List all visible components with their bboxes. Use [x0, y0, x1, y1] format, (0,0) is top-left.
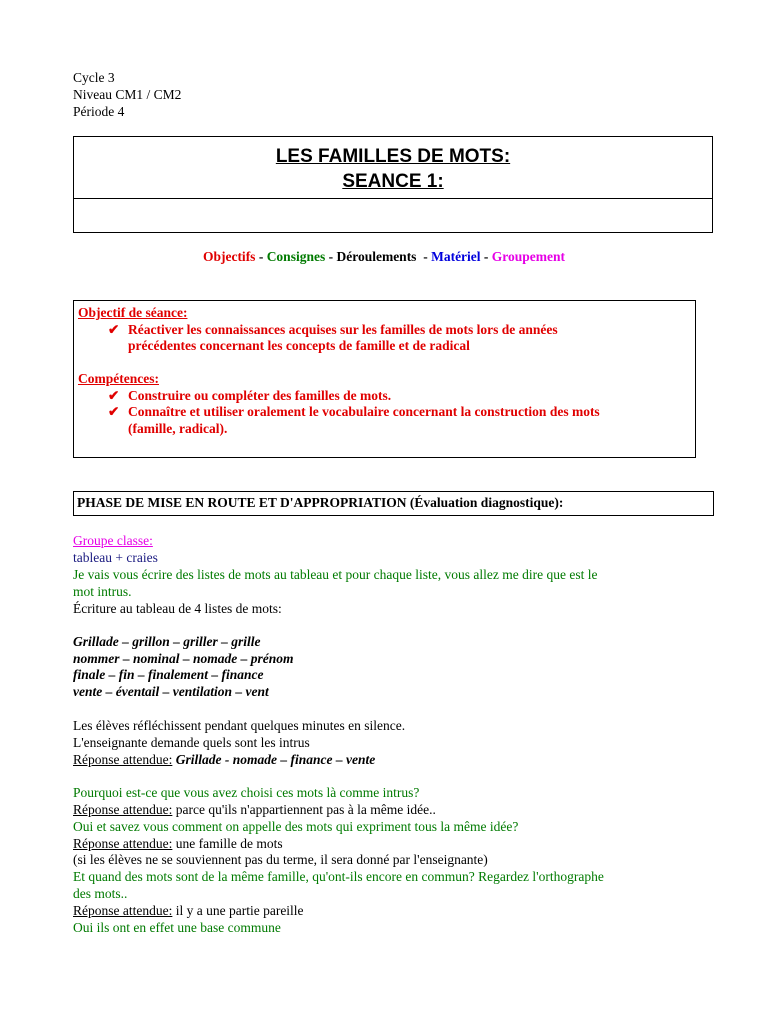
conclusion-text: Oui ils ont en effet une base commune [73, 920, 281, 935]
reponse-label: Réponse attendue: [73, 903, 173, 918]
reponse-label: Réponse attendue: [73, 802, 173, 817]
note-3: (si les élèves ne se souviennent pas du terme, il sera donné par l'enseignante) [73, 852, 488, 867]
reponse-2 [73, 801, 436, 818]
reponse-1-text: Grillade - nomade – finance – vente [175, 752, 376, 767]
checkmark-icon: ✔ [108, 321, 120, 337]
reponse-3-text: une famille de mots [172, 836, 283, 851]
reponse-1 [73, 751, 375, 768]
word-list-4: vente – éventail – ventilation – vent [73, 684, 269, 699]
objectif-item-cont [78, 338, 695, 355]
checkmark-icon: ✔ [108, 404, 120, 419]
seance-title: SEANCE 1: [342, 171, 444, 192]
question-3: Oui et savez vous comment on appelle des mots qui expriment tous la même idée? [73, 819, 519, 834]
competences-heading: Compétences: [78, 371, 159, 386]
question-2: Pourquoi est-ce que vous avez choisi ces mots là comme intrus? [73, 785, 420, 800]
reponse-4-text: il y a une partie pareille [172, 903, 304, 918]
competence-item [78, 404, 695, 421]
competence-item [78, 388, 695, 405]
competence-text-2: Connaître et utiliser oralement le vocabulaire concernant la construction des mots [128, 404, 600, 419]
word-list-3: finale – fin – finalement – finance [73, 667, 264, 682]
reponse-label: Réponse attendue: [73, 836, 173, 851]
title-box [73, 136, 713, 233]
legend-sep: - [325, 249, 337, 264]
reponse-label: Réponse attendue: [73, 752, 173, 767]
reflexion-text: Les élèves réfléchissent pendant quelques minutes en silence. [73, 718, 406, 733]
demande-text: L'enseignante demande quels sont les intrus [73, 735, 310, 750]
groupe-label: Groupe classe: [73, 533, 153, 548]
consigne-1b: mot intrus. [73, 584, 132, 599]
objectif-text-2: précédentes concernant les concepts de famille et de radical [128, 338, 470, 353]
question-4b: des mots.. [73, 886, 128, 901]
legend-materiel: Matériel [431, 249, 481, 264]
phase-box [73, 491, 714, 516]
legend-objectifs: Objectifs [202, 249, 256, 264]
objectives-box [73, 300, 696, 458]
legend-sep: - [419, 249, 432, 264]
word-list-1: Grillade – grillon – griller – grille [73, 634, 261, 649]
header-info [73, 69, 181, 120]
legend-deroulements: Déroulements [336, 249, 417, 264]
competence-text-3: (famille, radical). [128, 420, 228, 436]
title-block [74, 137, 712, 199]
niveau-label: Niveau CM1 / CM2 [73, 87, 182, 102]
reponse-4 [73, 902, 304, 919]
checkmark-icon: ✔ [108, 387, 120, 403]
materiel-label: tableau + craies [73, 550, 158, 565]
objectif-item [78, 322, 695, 339]
objectif-text-1: Réactiver les connaissances acquises sur les familles de mots lors de années [128, 321, 558, 337]
ecriture-text: Écriture au tableau de 4 listes de mots: [73, 601, 282, 616]
page-title: LES FAMILLES DE MOTS: [275, 146, 511, 167]
legend-consignes: Consignes [266, 249, 326, 264]
reponse-2-text: parce qu'ils n'appartiennent pas à la même idée.. [172, 802, 436, 817]
cycle-label: Cycle 3 [73, 70, 115, 85]
phase-title: PHASE DE MISE EN ROUTE ET D'APPROPRIATION (Évaluation diagnostique): [77, 495, 564, 510]
consigne-1a: Je vais vous écrire des listes de mots au tableau et pour chaque liste, vous allez me dire que est le [73, 567, 598, 582]
color-legend [0, 249, 768, 265]
legend-groupement: Groupement [491, 249, 566, 264]
competence-text-1: Construire ou compléter des familles de mots. [128, 387, 392, 403]
legend-sep: - [480, 249, 492, 264]
word-list-2: nommer – nominal – nomade – prénom [73, 651, 294, 666]
objectif-heading: Objectif de séance: [78, 305, 188, 320]
reponse-3 [73, 835, 283, 852]
competence-item-cont [78, 421, 695, 438]
question-4a: Et quand des mots sont de la même famille, qu'ont-ils encore en commun? Regardez l'orthographe [73, 869, 604, 884]
periode-label: Période 4 [73, 104, 125, 119]
legend-sep: - [255, 249, 267, 264]
